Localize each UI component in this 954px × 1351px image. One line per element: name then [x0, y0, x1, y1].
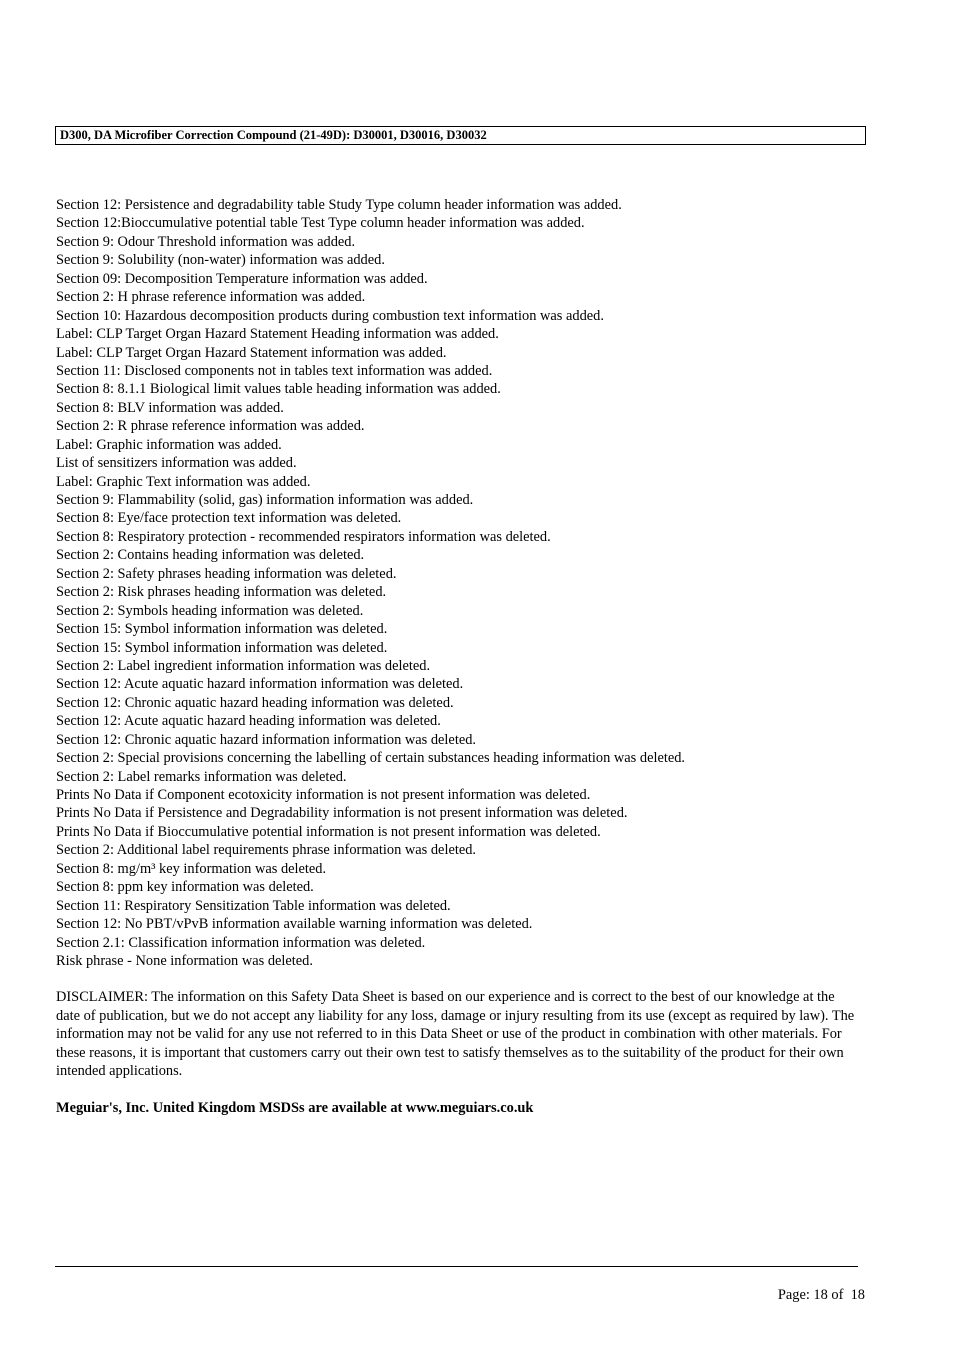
revision-changes-list [56, 196, 685, 970]
revision-change-item: Label: CLP Target Organ Hazard Statement information was added. [56, 344, 447, 361]
footer-divider [55, 1266, 858, 1267]
revision-change-item: Label: CLP Target Organ Hazard Statement Heading information was added. [56, 326, 499, 343]
revision-change-item: Risk phrase - None information was deleted. [56, 952, 313, 969]
product-title: D300, DA Microfiber Correction Compound (21-49D): D30001, D30016, D30032 [60, 128, 487, 142]
revision-change-item: Section 8: Eye/face protection text information was deleted. [56, 510, 402, 527]
revision-change-item: Section 12:Bioccumulative potential table Test Type column header information was added. [56, 215, 585, 232]
revision-change-item: Section 15: Symbol information information was deleted. [56, 639, 388, 656]
revision-change-item: Section 8: mg/m³ key information was deleted. [56, 860, 327, 877]
page-number: Page: 18 of 18 [777, 1287, 865, 1303]
revision-change-item: Section 12: Chronic aquatic hazard information information was deleted. [56, 731, 476, 748]
revision-change-item: Label: Graphic information was added. [56, 436, 282, 453]
revision-change-item: Section 11: Respiratory Sensitization Table information was deleted. [56, 897, 451, 914]
revision-change-item: Section 09: Decomposition Temperature information was added. [56, 270, 428, 287]
revision-change-item: Section 12: Acute aquatic hazard information information was deleted. [56, 676, 464, 693]
revision-change-item: Section 12: Persistence and degradability table Study Type column header information was added. [56, 197, 622, 213]
revision-change-item: Section 15: Symbol information information was deleted. [56, 621, 388, 638]
revision-change-item: Section 11: Disclosed components not in tables text information was added. [56, 362, 493, 379]
revision-change-item: Section 9: Odour Threshold information was added. [56, 233, 356, 250]
revision-change-item: Section 12: Acute aquatic hazard heading information was deleted. [56, 713, 441, 730]
revision-change-item: List of sensitizers information was added. [56, 455, 297, 472]
revision-change-item: Section 2: R phrase reference information was added. [56, 418, 365, 435]
revision-change-item: Section 8: 8.1.1 Biological limit values table heading information was added. [56, 381, 501, 398]
revision-change-item: Section 9: Solubility (non-water) information was added. [56, 252, 385, 269]
revision-change-item: Label: Graphic Text information was added. [56, 473, 311, 490]
revision-change-item: Section 2: Label remarks information was deleted. [56, 768, 347, 785]
revision-change-item: Section 2.1: Classification information information was deleted. [56, 934, 426, 951]
revision-change-item: Section 2: Safety phrases heading information was deleted. [56, 565, 397, 582]
msds-availability-note: Meguiar's, Inc. United Kingdom MSDSs are available at www.meguiars.co.uk [56, 1100, 534, 1116]
revision-change-item: Section 2: Label ingredient information information was deleted. [56, 657, 431, 674]
document-header [55, 126, 866, 145]
revision-change-item: Section 10: Hazardous decomposition products during combustion text information was added. [56, 307, 604, 324]
revision-change-item: Section 8: Respiratory protection - recommended respirators information was deleted. [56, 528, 551, 545]
revision-change-item: Section 2: H phrase reference information was added. [56, 289, 366, 306]
revision-change-item: Prints No Data if Bioccumulative potential information is not present information was deleted. [56, 823, 601, 840]
revision-change-item: Section 2: Additional label requirements phrase information was deleted. [56, 842, 477, 859]
revision-change-item: Section 2: Contains heading information was deleted. [56, 547, 365, 564]
disclaimer-text: DISCLAIMER: The information on this Safety Data Sheet is based on our experience and is correct to the best of our knowledge at the date of publication, but we do not accept any liability for any loss, damage or injury resulting from its use (except as required by law). The information may not be valid for any use not referred to in this Data Sheet or use of the product in combination with other materials. For these reasons, it is important that customers carry out their own test to satisfy themselves as to the suitability of the product for their own intended applications. [56, 989, 855, 1079]
revision-change-item: Section 8: BLV information was added. [56, 399, 284, 416]
revision-change-item: Section 2: Symbols heading information was deleted. [56, 602, 364, 619]
revision-change-item: Section 9: Flammability (solid, gas) information information was added. [56, 492, 474, 508]
revision-change-item: Section 2: Risk phrases heading information was deleted. [56, 584, 387, 601]
revision-change-item: Section 12: Chronic aquatic hazard heading information was deleted. [56, 694, 454, 711]
revision-change-item: Prints No Data if Component ecotoxicity information is not present information was deleted. [56, 787, 591, 803]
revision-change-item: Section 12: No PBT/vPvB information available warning information was deleted. [56, 916, 533, 933]
revision-change-item: Section 8: ppm key information was deleted. [56, 879, 314, 896]
revision-change-item: Prints No Data if Persistence and Degradability information is not present information was deleted. [56, 805, 628, 822]
revision-change-item: Section 2: Special provisions concerning the labelling of certain substances heading information was deleted. [56, 750, 686, 767]
